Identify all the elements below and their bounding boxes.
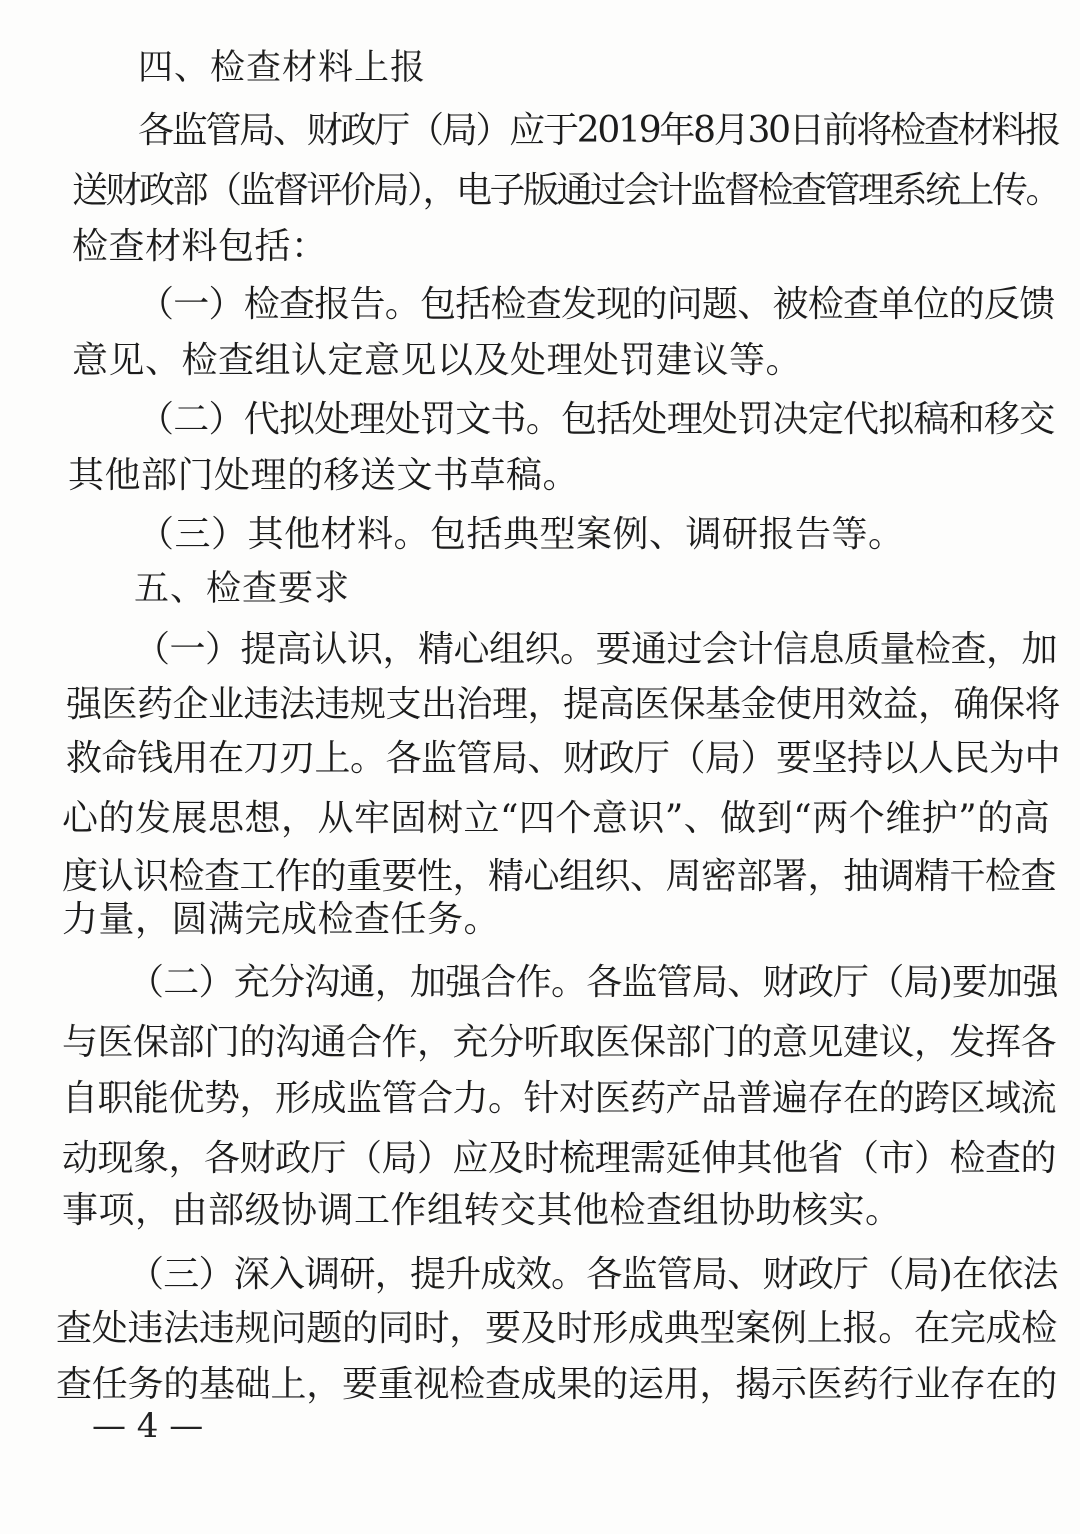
paragraph-line: 检查材料包括： bbox=[72, 226, 328, 267]
paragraph-line: （一）提高认识，精心组织。要通过会计信息质量检查，加 bbox=[134, 629, 1058, 670]
paragraph-line: 力量，圆满完成检查任务。 bbox=[62, 899, 501, 940]
paragraph-line: 各监管局、财政厅（局）应于2019年8月30日前将检查材料报 bbox=[138, 110, 1059, 151]
paragraph-line: 查处违法违规问题的同时，要及时形成典型案例上报。在完成检 bbox=[56, 1308, 1058, 1349]
paragraph-line: （一）检查报告。包括检查发现的问题、被检查单位的反馈 bbox=[138, 284, 1055, 325]
paragraph-line: （二）代拟处理处罚文书。包括处理处罚决定代拟稿和移交 bbox=[138, 399, 1055, 440]
paragraph-line: 其他部门处理的移送文书草稿。 bbox=[68, 455, 580, 496]
section-heading: 四、检查材料上报 bbox=[138, 48, 427, 88]
paragraph-line: （二）充分沟通，加强合作。各监管局、财政厅（局)要加强 bbox=[128, 962, 1058, 1003]
paragraph-line: 自职能优势，形成监管合力。针对医药产品普遍存在的跨区域流 bbox=[62, 1078, 1057, 1119]
paragraph-line: 心的发展思想，从牢固树立“四个意识”、做到“两个维护”的高 bbox=[62, 798, 1051, 839]
paragraph-line: （三）深入调研，提升成效。各监管局、财政厅（局)在依法 bbox=[128, 1254, 1058, 1295]
page-number: — 4 — bbox=[92, 1406, 204, 1446]
paragraph-line: 查任务的基础上，要重视检查成果的运用，揭示医药行业存在的 bbox=[56, 1364, 1058, 1405]
paragraph-line: 与医保部门的沟通合作，充分听取医保部门的意见建议，发挥各 bbox=[62, 1022, 1057, 1063]
paragraph-line: 意见、检查组认定意见以及处理处罚建议等。 bbox=[72, 340, 803, 381]
paragraph-line: 强医药企业违法违规支出治理，提高医保基金使用效益，确保将 bbox=[66, 684, 1061, 725]
paragraph-line: （三）其他材料。包括典型案例、调研报告等。 bbox=[138, 514, 905, 555]
paragraph-line: 度认识检查工作的重要性，精心组织、周密部署，抽调精干检查 bbox=[62, 856, 1057, 897]
paragraph-line: 送财政部（监督评价局），电子版通过会计监督检查管理系统上传。 bbox=[72, 170, 1060, 211]
section-heading: 五、检查要求 bbox=[134, 569, 351, 609]
paragraph-line: 动现象，各财政厅（局）应及时梳理需延伸其他省（市）检查的 bbox=[62, 1138, 1057, 1179]
paragraph-line: 事项，由部级协调工作组转交其他检查组协助核实。 bbox=[62, 1190, 902, 1231]
paragraph-line: 救命钱用在刀刃上。各监管局、财政厅（局）要坚持以人民为中 bbox=[66, 738, 1061, 779]
